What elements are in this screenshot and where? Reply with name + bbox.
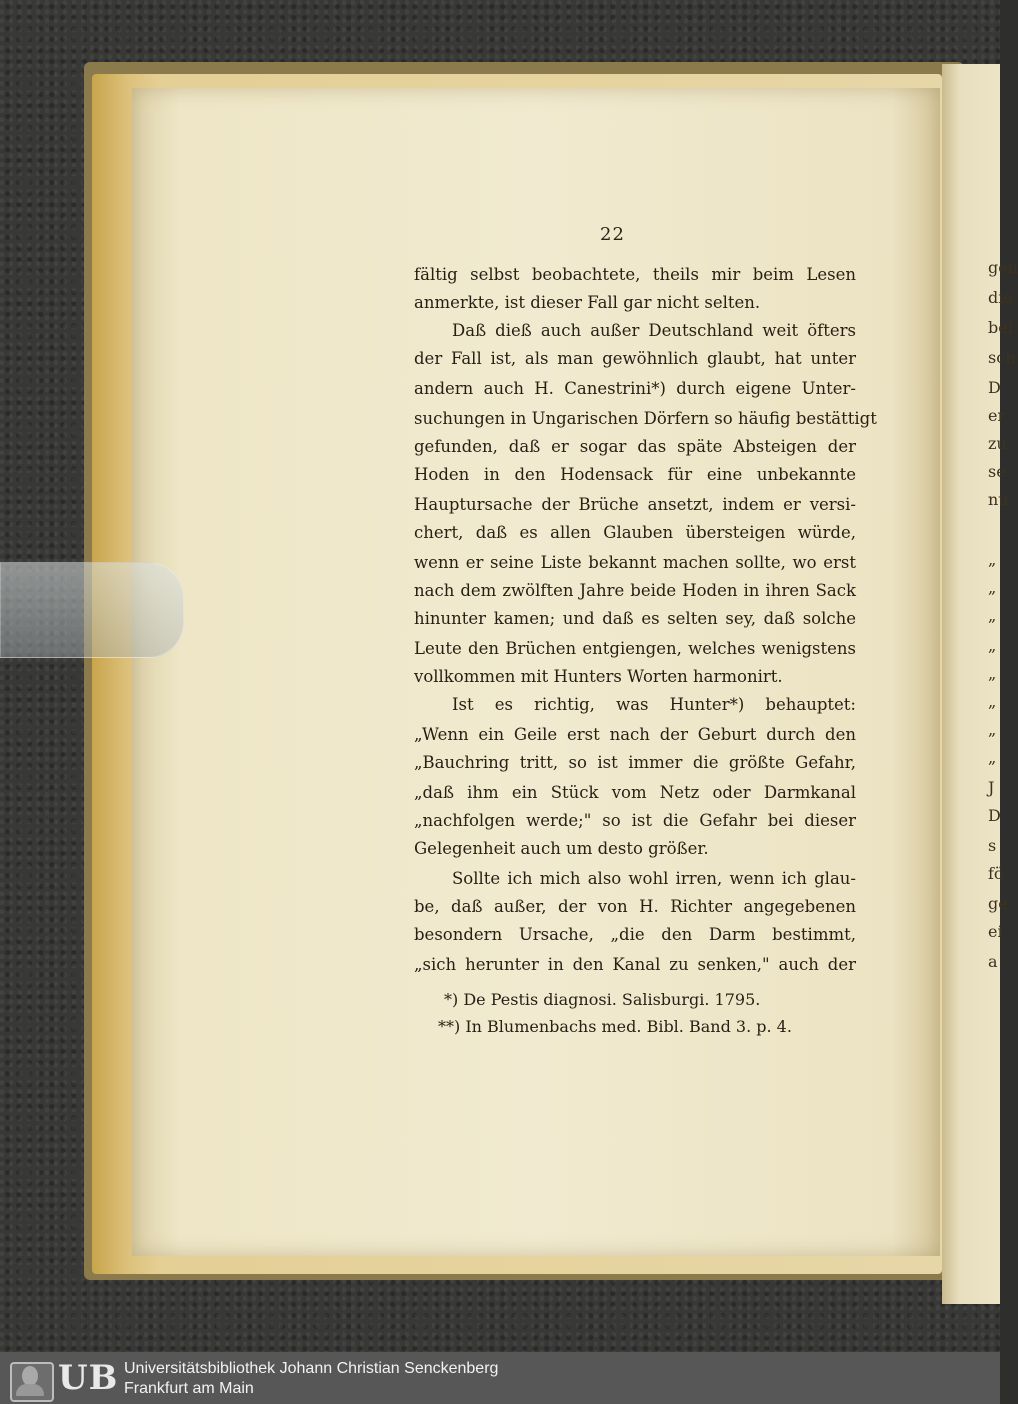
facing-page-fragment: „ bbox=[988, 550, 997, 569]
text-line: „Wenn ein Geile erst nach der Geburt durch den bbox=[414, 725, 856, 744]
facing-page-fragment: „ bbox=[988, 578, 997, 597]
text-line: Leute den Brüchen entgiengen, welches wenigstens bbox=[414, 639, 856, 658]
text-line: vollkommen mit Hunters Worten harmonirt. bbox=[414, 667, 783, 686]
portrait-body bbox=[16, 1384, 44, 1396]
facing-page-fragment: nu bbox=[988, 490, 1009, 509]
facing-page-fragment: „ bbox=[988, 692, 997, 711]
facing-page-fragment: s bbox=[988, 836, 997, 855]
text-line: fältig selbst beobachtete, theils mir beim Lesen bbox=[414, 265, 856, 284]
text-line: nach dem zwölften Jahre beide Hoden in ihren Sack bbox=[414, 581, 856, 600]
text-line: suchungen in Ungarischen Dörfern so häufig bestättigt bbox=[414, 409, 877, 428]
text-line: „Bauchring tritt, so ist immer die größte Gefahr, bbox=[414, 753, 856, 772]
ub-logo: UB bbox=[58, 1358, 119, 1398]
facing-page-fragment: gen bbox=[988, 258, 1018, 277]
text-line: hinunter kamen; und daß es selten sey, daß solche bbox=[414, 609, 856, 628]
facing-page-fragment: a bbox=[988, 952, 998, 971]
facing-page-fragment: ei bbox=[988, 922, 1003, 941]
text-line: „sich herunter in den Kanal zu senken," auch der bbox=[414, 955, 856, 974]
text-line: gefunden, daß er sogar das späte Absteigen der bbox=[414, 437, 856, 456]
library-city: Frankfurt am Main bbox=[124, 1380, 254, 1397]
portrait-head bbox=[22, 1366, 38, 1386]
facing-page-fragment: er bbox=[988, 406, 1006, 425]
facing-page-fragment: D bbox=[988, 378, 1001, 397]
facing-page-fragment: „ bbox=[988, 664, 997, 683]
text-line: anmerkte, ist dieser Fall gar nicht selten. bbox=[414, 293, 761, 312]
facing-page-fragment: fö bbox=[988, 864, 1004, 883]
facing-page-fragment: J bbox=[988, 778, 995, 797]
facing-page-fragment: „ bbox=[988, 606, 997, 625]
facing-page bbox=[942, 64, 1000, 1304]
library-name: Universitätsbibliothek Johann Christian Senckenberg bbox=[124, 1360, 499, 1377]
text-line: besondern Ursache, „die den Darm bestimmt, bbox=[414, 925, 856, 944]
bookmark-strip bbox=[0, 562, 184, 658]
facing-page-fragment: sch bbox=[988, 348, 1016, 367]
text-line: Hauptursache der Brüche ansetzt, indem er versi- bbox=[414, 495, 856, 514]
text-line: Gelegenheit auch um desto größer. bbox=[414, 839, 709, 858]
text-line: Daß dieß auch außer Deutschland weit öfters bbox=[452, 321, 856, 340]
facing-page-fragment: zu bbox=[988, 434, 1007, 453]
text-line: be, daß außer, der von H. Richter angegebenen bbox=[414, 897, 856, 916]
text-line: Ist es richtig, was Hunter*) behauptet: bbox=[452, 695, 856, 714]
text-line: wenn er seine Liste bekannt machen sollte, wo erst bbox=[414, 553, 856, 572]
text-line: der Fall ist, als man gewöhnlich glaubt, hat unter bbox=[414, 349, 856, 368]
facing-page-fragment: ge bbox=[988, 894, 1008, 913]
text-line: andern auch H. Canestrini*) durch eigene Unter- bbox=[414, 379, 856, 398]
page-number: 22 bbox=[600, 224, 625, 245]
footnote: **) In Blumenbachs med. Bibl. Band 3. p. 4. bbox=[438, 1017, 792, 1036]
facing-page-fragment: D bbox=[988, 806, 1001, 825]
text-line: „nachfolgen werde;" so ist die Gefahr bei dieser bbox=[414, 811, 856, 830]
facing-page-fragment: „ bbox=[988, 720, 997, 739]
text-line: „daß ihm ein Stück vom Netz oder Darmkanal bbox=[414, 783, 856, 802]
text-line: chert, daß es allen Glauben übersteigen würde, bbox=[414, 523, 856, 542]
text-line: Hoden in den Hodensack für eine unbekannte bbox=[414, 465, 856, 484]
facing-page-fragment: „ bbox=[988, 748, 997, 767]
facing-page-fragment: se bbox=[988, 462, 1006, 481]
facing-page-fragment: die bbox=[988, 288, 1013, 307]
footnote: *) De Pestis diagnosi. Salisburgi. 1795. bbox=[444, 990, 761, 1009]
facing-page-fragment: „ bbox=[988, 636, 997, 655]
facing-page-fragment: bei bbox=[988, 318, 1013, 337]
text-line: Sollte ich mich also wohl irren, wenn ich glau- bbox=[452, 869, 856, 888]
